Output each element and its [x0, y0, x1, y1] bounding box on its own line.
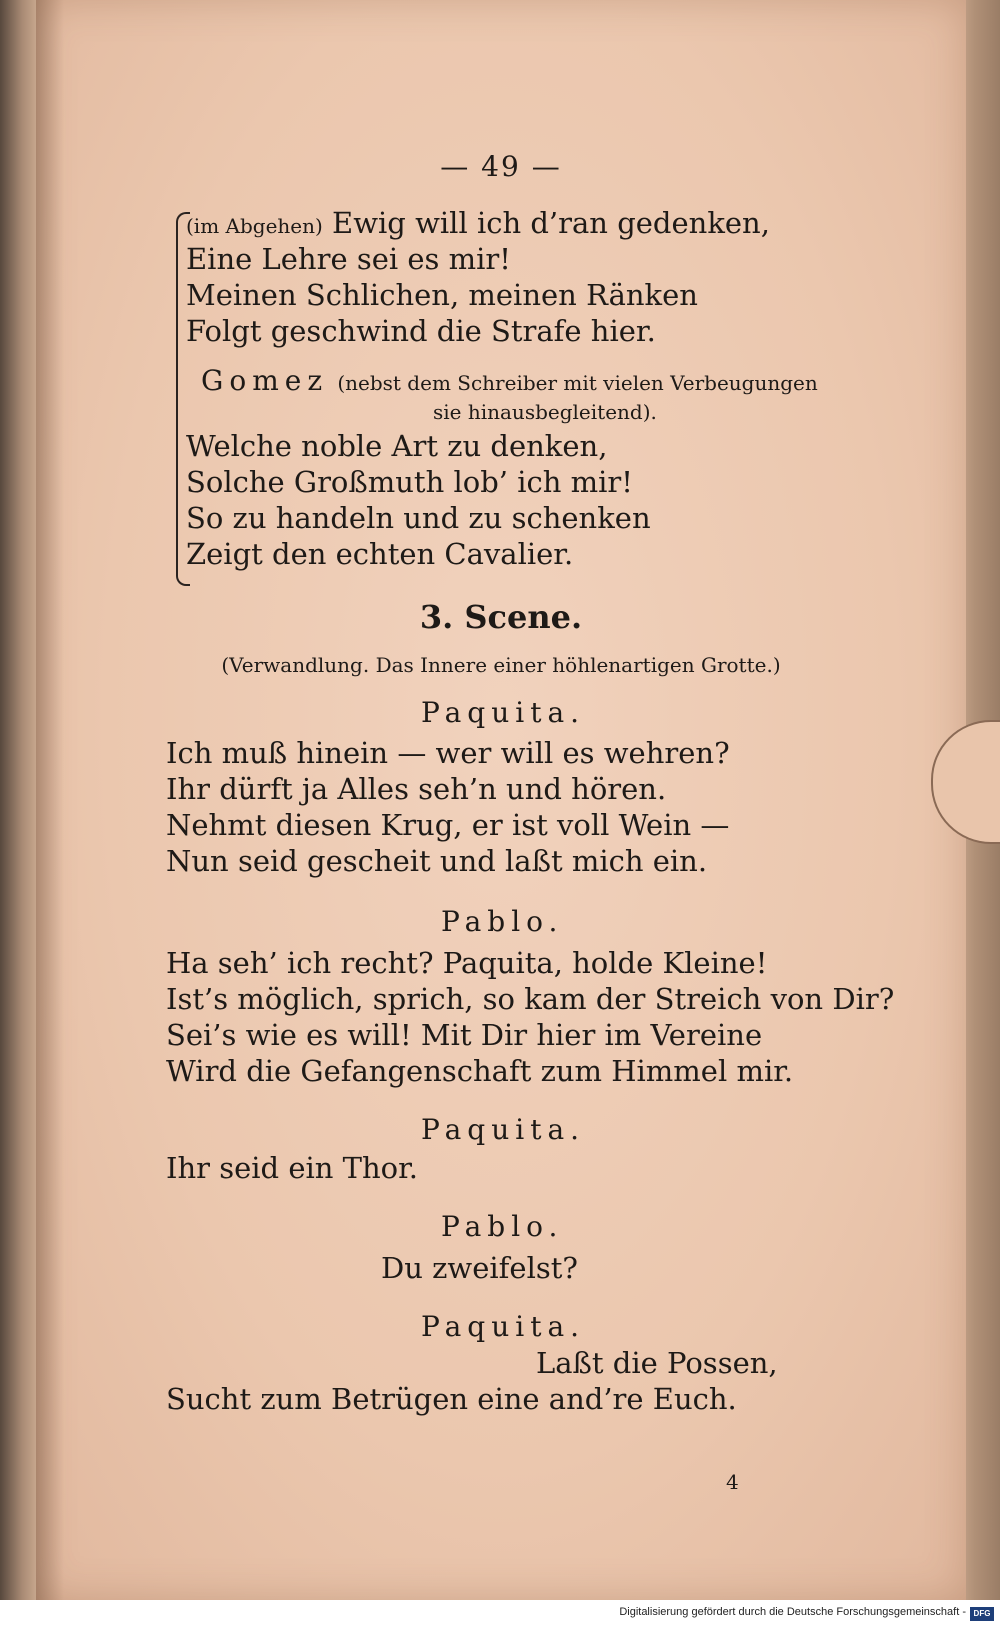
speaker-name: Pablo. — [441, 905, 564, 938]
stage-direction: (im Abgehen) — [186, 214, 323, 238]
verse-line: Du zweifelst? — [381, 1251, 578, 1285]
verse-line: Laßt die Possen, — [536, 1346, 778, 1380]
book-edge-left — [0, 0, 40, 1610]
speaker-name: Paquita. — [421, 1310, 586, 1343]
signature-mark: 4 — [726, 1470, 739, 1494]
verse-line: Solche Großmuth lob’ ich mir! — [186, 465, 633, 499]
verse-line: Nehmt diesen Krug, er ist voll Wein — — [166, 808, 730, 842]
speaker-name: Pablo. — [441, 1210, 564, 1243]
verse-text: Ewig will ich d’ran gedenken, — [332, 206, 770, 240]
verse-line: Ihr seid ein Thor. — [166, 1151, 419, 1185]
verse-line: Ihr dürft ja Alles seh’n und hören. — [166, 772, 667, 806]
digitization-credit-bar — [0, 1600, 1000, 1625]
verse-line: Eine Lehre sei es mir! — [186, 242, 511, 276]
verse-line: Ha seh’ ich recht? Paquita, holde Kleine! — [166, 946, 768, 980]
thumb-tab — [931, 720, 1000, 844]
verse-line: So zu handeln und zu schenken — [186, 501, 651, 535]
verse-line: Welche noble Art zu denken, — [186, 429, 608, 463]
verse-line: Ist’s möglich, sprich, so kam der Streich von Dir? — [166, 982, 895, 1016]
verse-line — [186, 205, 770, 244]
stage-direction: sie hinausbegleitend). — [433, 400, 657, 424]
verse-line: Sucht zum Betrügen eine and’re Euch. — [166, 1382, 737, 1416]
verse-line: Folgt geschwind die Strafe hier. — [186, 314, 656, 348]
verse-line: Nun seid gescheit und laßt mich ein. — [166, 844, 708, 878]
verse-line: Ich muß hinein — wer will es wehren? — [166, 736, 730, 770]
binding-shadow — [36, 0, 64, 1600]
verse-line: Meinen Schlichen, meinen Ränken — [186, 278, 698, 312]
speaker-name: Paquita. — [421, 696, 586, 729]
digitization-credit: Digitalisierung gefördert durch die Deutsche Forschungsgemeinschaft - — [619, 1606, 966, 1618]
verse-line: Sei’s wie es will! Mit Dir hier im Vereine — [166, 1018, 763, 1052]
verse-line: Zeigt den echten Cavalier. — [186, 537, 574, 571]
scene-stage-direction: (Verwandlung. Das Innere einer höhlenartigen Grotte.) — [221, 653, 781, 677]
speaker-name: Paquita. — [421, 1113, 586, 1146]
page-number: — 49 — — [440, 150, 562, 183]
verse-line: Wird die Gefangenschaft zum Himmel mir. — [166, 1054, 794, 1088]
stage-direction: (nebst dem Schreiber mit vielen Verbeugungen — [337, 371, 818, 395]
scene-title: 3. Scene. — [419, 598, 583, 636]
dfg-logo: DFG — [970, 1607, 994, 1621]
speaker-name: Gomez — [201, 364, 329, 397]
book-page — [36, 0, 966, 1600]
